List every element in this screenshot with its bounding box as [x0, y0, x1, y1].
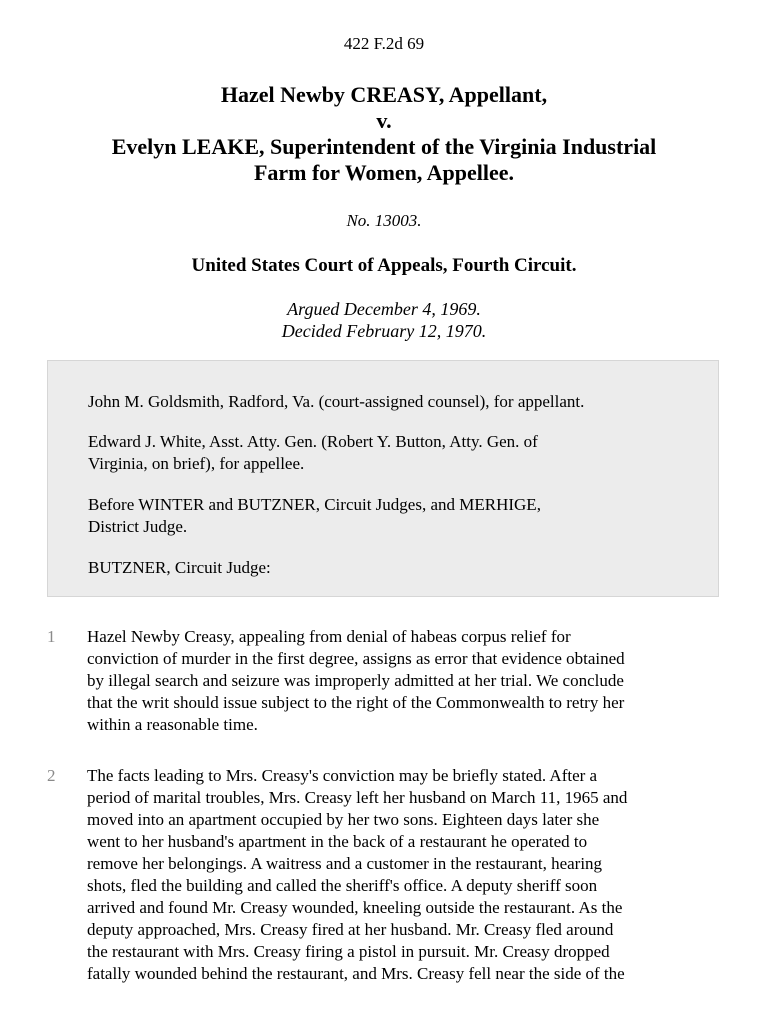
caption-versus: v. — [376, 108, 392, 133]
paragraph-line: shots, fled the building and called the sheriff's office. A deputy sheriff soon — [87, 876, 598, 895]
paragraph-line: fatally wounded behind the restaurant, and Mrs. Creasy fell near the side of the — [87, 964, 625, 983]
opinion-author: BUTZNER, Circuit Judge: — [88, 558, 271, 577]
paragraph-number: 2 — [47, 766, 56, 785]
paragraph-line: within a reasonable time. — [87, 715, 258, 734]
case-dates — [0, 298, 768, 342]
paragraph-line: arrived and found Mr. Creasy wounded, kneeling outside the restaurant. As the — [87, 898, 623, 917]
court-name: United States Court of Appeals, Fourth Circuit. — [191, 255, 577, 276]
paragraph-line: moved into an apartment occupied by her two sons. Eighteen days later she — [87, 810, 600, 829]
caption-appellant: Hazel Newby CREASY, Appellant, — [220, 82, 548, 107]
counsel-appellant: John M. Goldsmith, Radford, Va. (court-assigned counsel), for appellant. — [88, 392, 585, 411]
paragraph-line: went to her husband's apartment in the back of a restaurant he operated to — [87, 832, 588, 851]
docket-number: No. 13003. — [346, 211, 422, 230]
panel-judges-line-2: District Judge. — [88, 517, 188, 536]
paragraph-line: period of marital troubles, Mrs. Creasy left her husband on March 11, 1965 and — [87, 788, 628, 807]
paragraph-text — [87, 765, 727, 985]
paragraph-number: 1 — [47, 627, 56, 646]
paragraph-line: deputy approached, Mrs. Creasy fired at her husband. Mr. Creasy fled around — [87, 920, 614, 939]
paragraph-line: by illegal search and seizure was improperly admitted at her trial. We conclude — [87, 671, 624, 690]
counsel-panel — [47, 360, 719, 597]
paragraph-line: that the writ should issue subject to the right of the Commonwealth to retry her — [87, 693, 625, 712]
caption-appellee-line-2: Farm for Women, Appellee. — [253, 160, 515, 185]
counsel-appellee — [88, 431, 698, 475]
panel-judges-line-1: Before WINTER and BUTZNER, Circuit Judges, and MERHIGE, — [88, 495, 541, 514]
paragraph-line: remove her belongings. A waitress and a customer in the restaurant, hearing — [87, 854, 603, 873]
caption-appellee-line-1: Evelyn LEAKE, Superintendent of the Virginia Industrial — [111, 134, 657, 159]
case-caption — [40, 82, 728, 186]
paragraph-line: the restaurant with Mrs. Creasy firing a pistol in pursuit. Mr. Creasy dropped — [87, 942, 610, 961]
paragraph-line: conviction of murder in the first degree, assigns as error that evidence obtained — [87, 649, 625, 668]
reporter-citation: 422 F.2d 69 — [343, 34, 425, 53]
decided-date: Decided February 12, 1970. — [281, 321, 487, 341]
paragraph-line: Hazel Newby Creasy, appealing from denial of habeas corpus relief for — [87, 627, 571, 646]
panel-judges — [88, 494, 698, 538]
paragraph-text — [87, 626, 727, 736]
paragraph-line: The facts leading to Mrs. Creasy's conviction may be briefly stated. After a — [87, 766, 598, 785]
counsel-appellee-line-2: Virginia, on brief), for appellee. — [88, 454, 305, 473]
counsel-appellee-line-1: Edward J. White, Asst. Atty. Gen. (Robert Y. Button, Atty. Gen. of — [88, 432, 538, 451]
argued-date: Argued December 4, 1969. — [287, 299, 481, 319]
